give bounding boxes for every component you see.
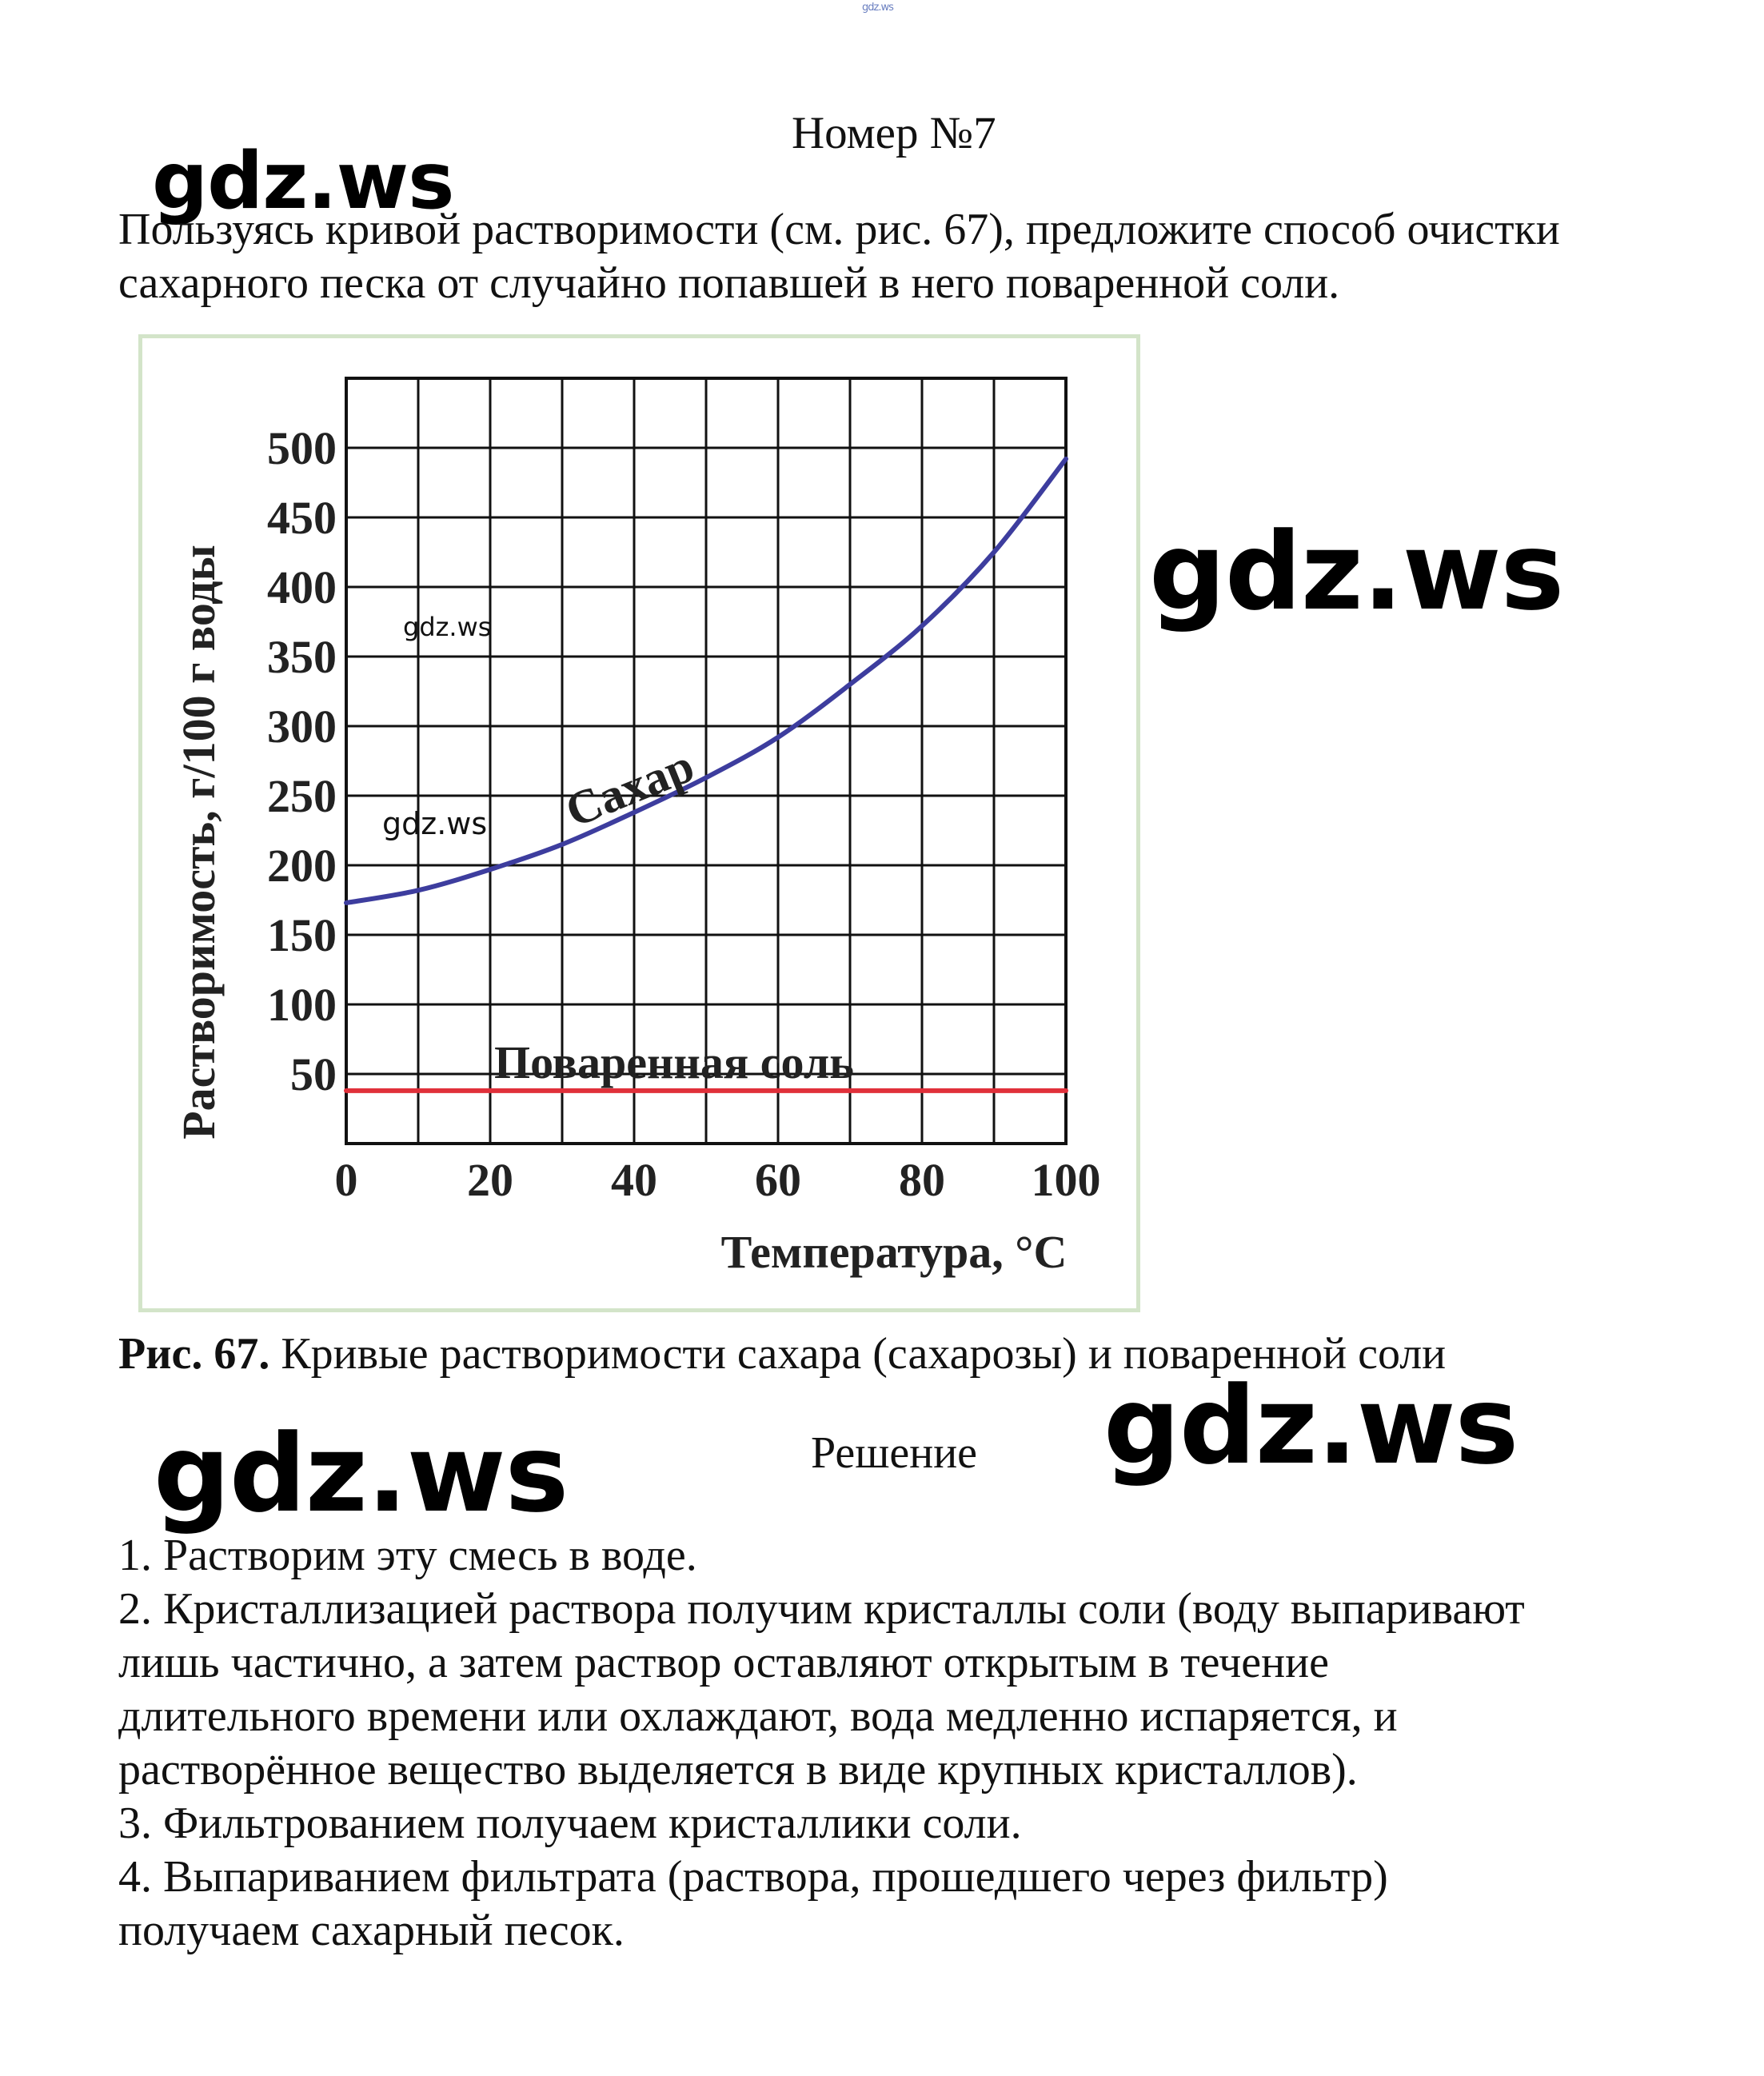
figure-caption-label: Рис. 67. [118,1329,270,1379]
watermark-bottom-left: gdz.ws [154,1411,569,1536]
solution-line-5: растворённое вещество выделяется в виде крупных кристаллов). [118,1745,1358,1795]
solution-title: Решение [811,1428,978,1478]
watermark-top-small: gdz.ws [862,2,893,14]
y-tick-label: 500 [267,422,337,474]
chart-x-axis-label: Температура, °C [720,1226,1068,1278]
watermark-chart-inner-1: gdz.ws [403,612,492,642]
figure-caption-text: Кривые растворимости сахара (сахарозы) и поваренной соли [281,1329,1447,1379]
salt-series-label: Поваренная соль [494,1036,854,1088]
solubility-chart [142,338,1136,1308]
y-tick-label: 300 [267,701,337,753]
watermark-top-left: gdz.ws [152,136,454,227]
watermark-chart-inner-2: gdz.ws [382,806,488,841]
solution-line-7: 4. Выпариванием фильтрата (раствора, прошедшего через фильтр) [118,1852,1388,1902]
watermark-bottom-right: gdz.ws [1103,1363,1519,1488]
x-tick-label: 20 [467,1154,513,1206]
y-tick-label: 250 [267,770,337,822]
x-tick-label: 40 [611,1154,657,1206]
task-line-2: сахарного песка от случайно попавшей в него поваренной соли. [118,258,1340,308]
x-tick-label: 80 [899,1154,945,1206]
solution-line-4: длительного времени или охлаждают, вода медленно испаряется, и [118,1691,1398,1741]
y-tick-label: 150 [267,909,337,961]
chart-y-axis-label: Растворимость, г/100 г воды [173,545,225,1140]
solution-line-1: 1. Растворим эту смесь в воде. [118,1531,697,1580]
x-tick-label: 60 [755,1154,801,1206]
solution-line-8: получаем сахарный песок. [118,1906,625,1955]
x-tick-label: 100 [1031,1154,1101,1206]
sugar-series-label: Сахар [558,738,701,838]
y-tick-label: 400 [267,561,337,613]
y-tick-label: 50 [290,1048,337,1100]
y-tick-label: 350 [267,631,337,683]
task-line-1: Пользуясь кривой растворимости (см. рис. 67), предложите способ очистки [118,205,1560,254]
solution-line-2: 2. Кристаллизацией раствора получим кристаллы соли (воду выпаривают [118,1584,1525,1634]
page-title: Номер №7 [792,108,996,158]
watermark-right: gdz.ws [1149,509,1564,634]
solution-line-3: лишь частично, а затем раствор оставляют открытым в течение [118,1638,1329,1687]
y-tick-label: 450 [267,492,337,544]
y-tick-label: 200 [267,840,337,892]
figure-frame [138,334,1140,1312]
y-tick-label: 100 [267,979,337,1031]
x-tick-label: 0 [334,1154,358,1206]
solution-line-6: 3. Фильтрованием получаем кристаллики соли. [118,1799,1022,1848]
